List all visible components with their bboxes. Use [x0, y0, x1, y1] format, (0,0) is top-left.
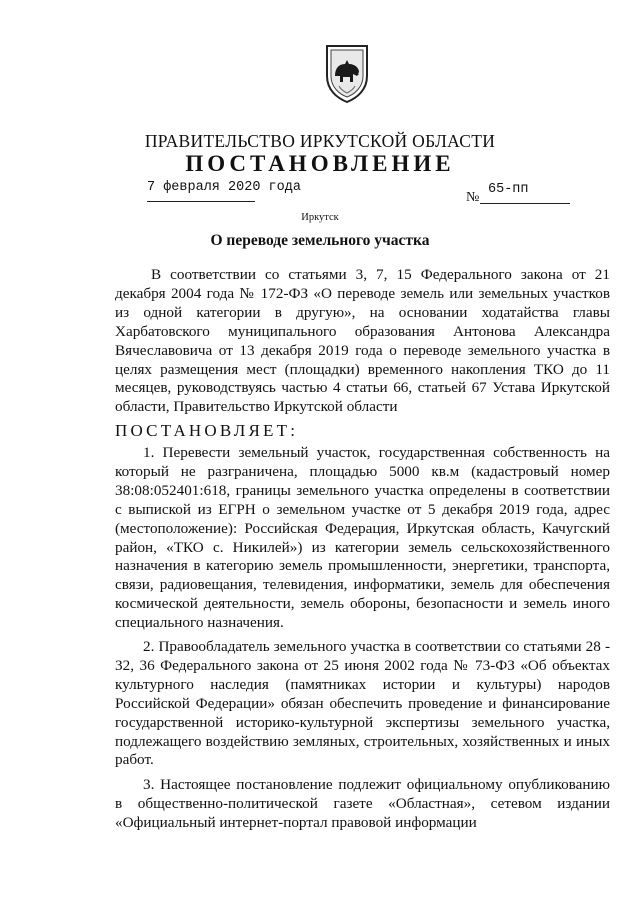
number-underline — [480, 203, 570, 204]
resolution-item: 1. Перевести земельный участок, государственная собственность на который не разграничена, площадью 5000 кв.м (кадастровый номер 38:08:052401:618, границы земельного участка определены в соответствии с выпиской из ЕГРН о земельном участке от 5 декабря 2019 года, адрес (местоположение): Российская Федерация, Иркутская область, Качугский район, «ТКО с. Никилей») из категории земель сельскохозяйственного назначения в категорию земель промышленности, энергетики, транспорта, связи, радиовещания, телевидения, информатики, земель для обеспечения космической деятельности, земель обороны, безопасности и земель иного специального назначения. — [115, 444, 610, 632]
resolution-item: 3. Настоящее постановление подлежит официальному опубликованию в общественно-политической газете «Областная», сетевом издании «Официальный интернет-портал правовой информации — [115, 776, 610, 831]
city-label: Иркутск — [301, 212, 339, 223]
resolution-item: 2. Правообладатель земельного участка в соответствии со статьями 28 - 32, 36 Федерального закона от 25 июня 2002 года № 73-ФЗ «Об объектах культурного наследия (памятниках истории и культуры) народов Российской Федерации» обязан обеспечить проведение и финансирование государственной историко-культурной экспертизы земельного участка, подлежащего воздействию земляных, строительных, хозяйственных и иных работ. — [115, 638, 610, 769]
government-title: ПРАВИТЕЛЬСТВО ИРКУТСКОЙ ОБЛАСТИ — [144, 131, 496, 151]
date-underline — [147, 201, 255, 202]
coat-of-arms-icon — [323, 42, 371, 104]
document-date: 7 февраля 2020 года — [147, 180, 301, 195]
resolves-heading: ПОСТАНОВЛЯЕТ: — [115, 421, 299, 440]
document-number: 65-пп — [488, 182, 529, 197]
preamble-paragraph: В соответствии со статьями 3, 7, 15 Федерального закона от 21 декабря 2004 года № 172-ФЗ «О переводе земель или земельных участков из одной категории в другую», на основании ходатайства главы Харбатовского муниципального образования Антонова Александра Вячеславовича от 13 декабря 2019 года о переводе земельного участка в целях размещения мест (площадки) временного накопления ТКО до 11 месяцев, руководствуясь частью 4 статьи 66, статьей 67 Устава Иркутской области, Правительство Иркутской области — [115, 266, 610, 416]
document-type-heading: ПОСТАНОВЛЕНИЕ — [185, 151, 455, 176]
number-sign: № — [466, 190, 480, 205]
document-subject: О переводе земельного участка — [210, 232, 430, 249]
